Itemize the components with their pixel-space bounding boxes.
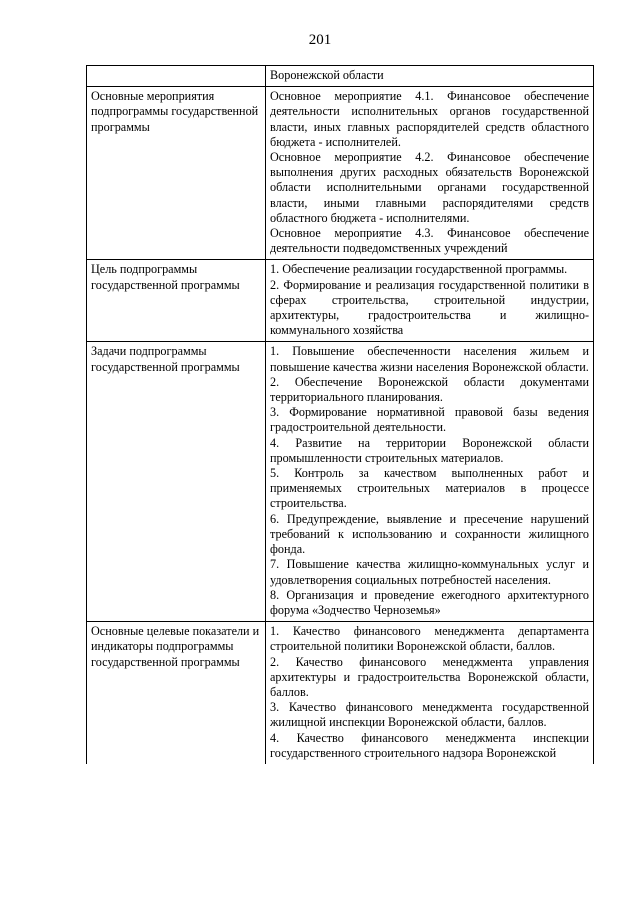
content-item: Воронежской области [270, 68, 384, 82]
content-item: Основное мероприятие 4.1. Финансовое обеспечение деятельности исполнительных органов государственной власти, иных главных распорядителей средств областного бюджета - исполнителей. [270, 89, 589, 149]
table-row [87, 260, 594, 342]
content-item: 2. Обеспечение Воронежской области документами территориального планирования. [270, 374, 589, 405]
row-label: Основные целевые показатели и индикаторы подпрограммы государственной программы [87, 622, 266, 764]
page-number: 201 [308, 32, 332, 48]
content-item: 4. Качество финансового менеджмента инспекции государственного строительного надзора Воронежской [270, 730, 589, 760]
row-content [266, 66, 594, 87]
content-item: 3. Формирование нормативной правовой базы ведения градостроительной деятельности. [270, 405, 589, 435]
table-row [87, 87, 594, 260]
row-content [266, 87, 594, 260]
row-content [266, 342, 594, 622]
content-item: 7. Повышение качества жилищно-коммунальных услуг и удовлетворения социальных потребностей населения. [270, 557, 589, 587]
content-item: 5. Контроль за качеством выполненных работ и применяемых строительных материалов в процессе строительства. [270, 466, 589, 511]
row-label: Основные мероприятия подпрограммы государственной программы [87, 87, 266, 260]
content-item: Основное мероприятие 4.2. Финансовое обеспечение выполнения других расходных обязательств Воронежской области исполнительными органами государственной власти, иными главными распорядителями средств областного бюджета - исполнителями. [270, 150, 589, 225]
row-content [266, 260, 594, 342]
content-item: 8. Организация и проведение ежегодного архитектурного форума «Зодчество Черноземья» [270, 587, 589, 617]
row-content [266, 622, 594, 764]
content-item: 4. Развитие на территории Воронежской области промышленности строительных материалов. [270, 435, 589, 465]
content-item: 3. Качество финансового менеджмента государственной жилищной инспекции Воронежской области, баллов. [270, 700, 589, 730]
row-label: Задачи подпрограммы государственной программы [87, 342, 266, 622]
content-item: 2. Формирование и реализация государственной политики в сферах строительства, строительной индустрии, архитектуры, градостроительства и жилищно-коммунального хозяйства [270, 277, 589, 338]
content-item: 1. Качество финансового менеджмента департамента строительной политики Воронежской области, баллов. [270, 624, 589, 654]
program-table [86, 65, 594, 764]
content-item: 2. Качество финансового менеджмента управления архитектуры и градостроительства Воронежской области, баллов. [270, 654, 589, 699]
row-label: Цель подпрограммы государственной программы [87, 260, 266, 342]
row-label [87, 66, 266, 87]
content-item: Основное мероприятие 4.3. Финансовое обеспечение деятельности подведомственных учреждений [270, 226, 589, 256]
table-row [87, 622, 594, 764]
table-row [87, 342, 594, 622]
content-item: 1. Повышение обеспеченности населения жильем и повышение качества жизни населения Воронежской области. [270, 344, 589, 374]
table-row [87, 66, 594, 87]
content-item: 6. Предупреждение, выявление и пресечение нарушений требований к использованию и сохранности жилищного фонда. [270, 511, 589, 557]
content-item: 1. Обеспечение реализации государственной программы. [270, 262, 568, 277]
